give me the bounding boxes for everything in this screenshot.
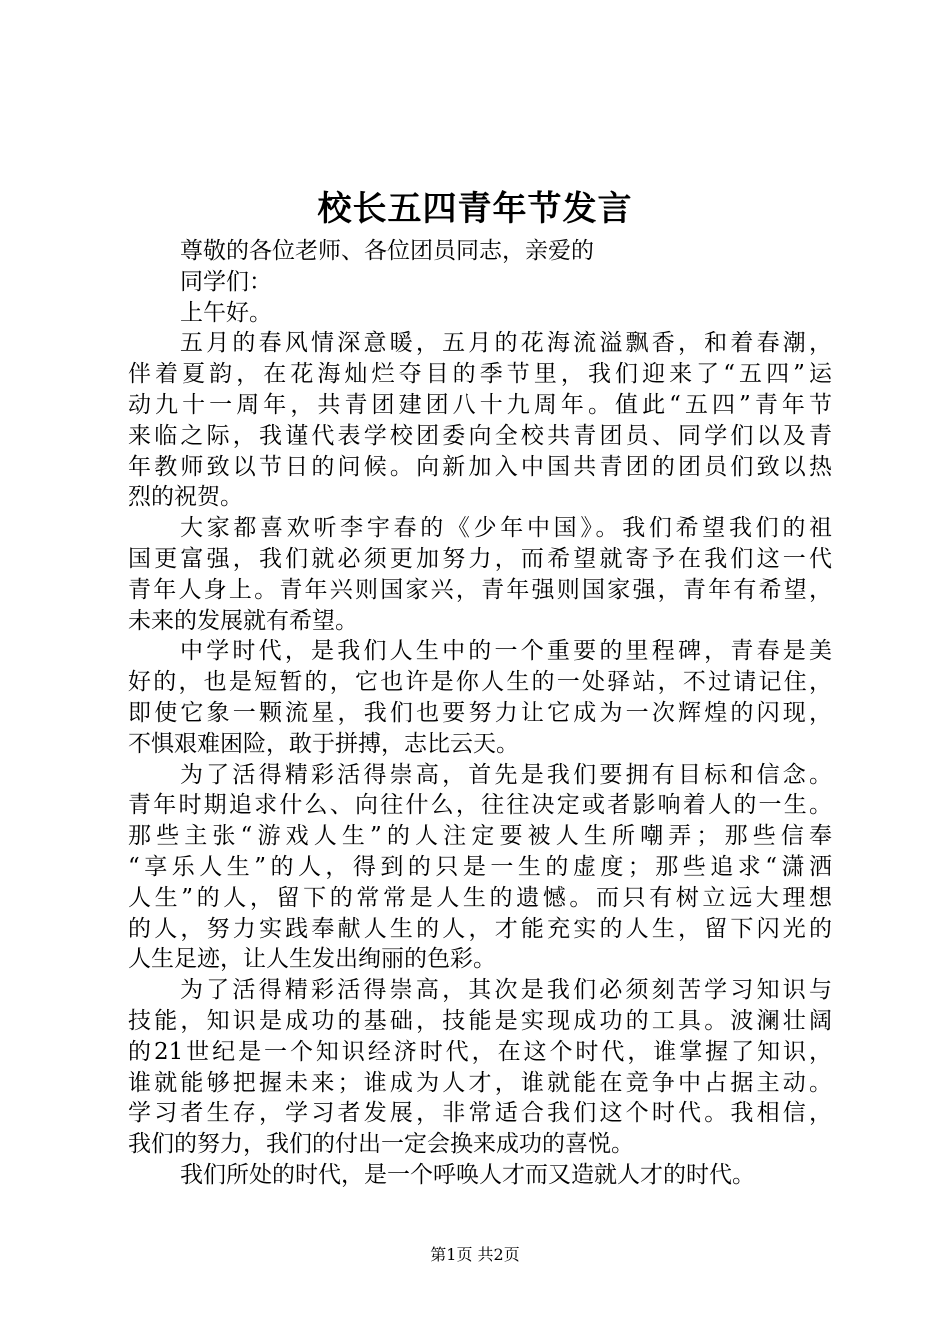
paragraph-line: 未来的发展就有希望。: [128, 607, 358, 634]
page-footer: 第1页 共2页: [430, 1245, 520, 1264]
paragraph-line: 学习者生存，学习者发展，非常适合我们这个时代。我相信，: [128, 1100, 832, 1127]
paragraph-line: 青年人身上。青年兴则国家兴，青年强则国家强，青年有希望，: [128, 576, 832, 603]
paragraph-line: 谁就能够把握未来；谁成为人才，谁就能在竞争中占据主动。: [128, 1069, 832, 1096]
greeting-line: 上午好。: [180, 299, 272, 326]
paragraph-line: 大家都喜欢听李宇春的《少年中国》。我们希望我们的祖: [180, 515, 832, 542]
paragraph-line: 来临之际，我谨代表学校团委向全校共青团员、同学们以及青: [128, 422, 832, 449]
paragraph-line: 中学时代，是我们人生中的一个重要的里程碑，青春是美: [180, 638, 832, 665]
paragraph-line: 人生”的人，留下的常常是人生的遗憾。而只有树立远大理想: [128, 884, 832, 911]
paragraph-line: 国更富强，我们就必须更加努力，而希望就寄予在我们这一代: [128, 545, 832, 572]
paragraph-line: 烈的祝贺。: [128, 484, 243, 511]
paragraph-line: 人生足迹，让人生发出绚丽的色彩。: [128, 946, 496, 973]
paragraph-line: 青年时期追求什么、向往什么，往往决定或者影响着人的一生。: [128, 792, 832, 819]
paragraph-line: 为了活得精彩活得崇高，其次是我们必须刻苦学习知识与: [180, 977, 832, 1004]
paragraph-line: 伴着夏韵，在花海灿烂夺目的季节里，我们迎来了“五四”运: [128, 361, 832, 388]
paragraph-line: 我们的努力，我们的付出一定会换来成功的喜悦。: [128, 1131, 634, 1158]
paragraph-line: 的21世纪是一个知识经济时代，在这个时代，谁掌握了知识，: [128, 1038, 832, 1065]
paragraph-line: 即使它象一颗流星，我们也要努力让它成为一次辉煌的闪现，: [128, 699, 832, 726]
paragraph-line: 动九十一周年，共青团建团八十九周年。值此“五四”青年节: [128, 391, 832, 418]
paragraph-line: 年教师致以节日的问候。向新加入中国共青团的团员们致以热: [128, 453, 832, 480]
paragraph-line: 那些主张“游戏人生”的人注定要被人生所嘲弄；那些信奉: [128, 823, 832, 850]
paragraph-line: 为了活得精彩活得崇高，首先是我们要拥有目标和信念。: [180, 761, 832, 788]
paragraph-line: 我们所处的时代，是一个呼唤人才而又造就人才的时代。: [180, 1161, 755, 1188]
document-title: 校长五四青年节发言: [317, 189, 633, 229]
paragraph-line: 不惧艰难困险，敢于拼搏，志比云天。: [128, 730, 519, 757]
paragraph-line: 好的，也是短暂的，它也许是你人生的一处驿站，不过请记住，: [128, 669, 832, 696]
document-body: [128, 236, 832, 1191]
greeting-line: 同学们：: [180, 268, 272, 295]
paragraph-line: 的人，努力实践奉献人生的人，才能充实的人生，留下闪光的: [128, 915, 832, 942]
paragraph-line: “享乐人生”的人，得到的只是一生的虚度；那些追求“潇洒: [128, 853, 832, 880]
paragraph-line: 五月的春风情深意暖，五月的花海流溢飘香，和着春潮，: [180, 330, 832, 357]
paragraph-line: 技能，知识是成功的基础，技能是实现成功的工具。波澜壮阔: [128, 1007, 832, 1034]
greeting-line: 尊敬的各位老师、各位团员同志，亲爱的: [180, 238, 594, 264]
